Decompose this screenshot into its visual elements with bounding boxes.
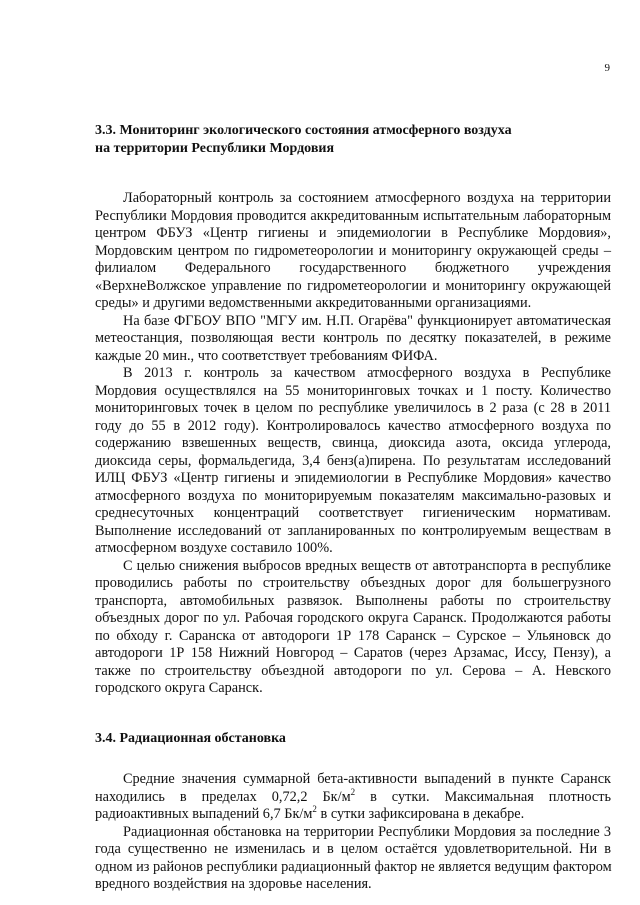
text-line: году до 55 в 2012 году). Контролировалось качество атмосферного воздуха по [95, 417, 611, 434]
text-line: Средние значения суммарной бета-активности выпадений в пункте Саранск [123, 771, 611, 787]
section-3-4-paragraph-1 [95, 771, 611, 824]
text-line: автодороги 1Р 158 Нижний Новгород – Саратов (через Арзамас, Иссу, Пензу), а [95, 645, 611, 661]
section-3-3-paragraph-4 [95, 558, 611, 698]
text-line: «ВерхнеВолжское управление по гидрометеорологии и мониторингу окружающей [95, 277, 611, 294]
text-line: каждые 20 мин., что соответствует требованиям ФИФА. [95, 347, 438, 364]
page-number: 9 [604, 62, 610, 74]
section-3-4-heading: 3.4. Радиационная обстановка [95, 730, 286, 746]
text-line: среднесуточных концентраций соответствует гигиеническим нормативам. [95, 505, 611, 521]
text-line: объездных дорог по ул. Рабочая городского округа Саранск. Продолжаются работы [95, 610, 611, 626]
text-line: Радиационная обстановка на территории Республики Мордовия за последние 3 [123, 823, 611, 840]
text-line: содержанию взвешенных веществ, свинца, диоксида азота, оксида углерода, [95, 435, 611, 451]
text-line: проводились работы по строительству объездных дорог для большегрузного [95, 575, 611, 591]
section-3-4-paragraph-2 [95, 824, 611, 894]
text-line: также по строительству объездной автодороги по ул. Серова – А. Невского [95, 662, 611, 679]
text-line: среды» и другими ведомственными аккредитованными организациями. [95, 295, 532, 311]
section-3-3-paragraph-1 [95, 190, 611, 313]
section-3-3-heading-line-2: на территории Республики Мордовия [95, 140, 335, 156]
text-line: С целью снижения выбросов вредных веществ от автотранспорта в республике [123, 557, 611, 574]
text-line: радиоактивных выпадений 6,7 $Бк/м^2$ в сутки зафиксирована в декабре. [95, 804, 525, 822]
text-line: атмосферном воздухе составило 100%. [95, 540, 333, 556]
section-3-3 [95, 122, 611, 698]
text-line: диоксида серы, формальдегида, 3,4 бенз(а)пирена. По результатам исследований [95, 452, 611, 469]
text-line: атмосферного воздуха по мониторируемым показателям максимально-разовых и [95, 487, 611, 504]
section-3-3-paragraph-3 [95, 365, 611, 558]
text-line: На базе ФГБОУ ВПО "МГУ им. Н.П. Огарёва" функционирует автоматическая [123, 312, 611, 329]
text-line: центром ФБУЗ «Центр гигиены и эпидемиологии в Республике Мордовия», [95, 225, 611, 241]
text-line: одном из районов республики радиационный фактор не является ведущим фактором [95, 858, 612, 875]
section-3-4 [95, 730, 611, 894]
text-line: года существенно не изменилась и в целом остаётся удовлетворительной. Ни в [95, 841, 611, 857]
section-3-3-heading-line-1: 3.3. Мониторинг экологического состояния атмосферного воздуха [95, 123, 512, 138]
text-line: Лабораторный контроль за состоянием атмосферного воздуха на территории [123, 190, 611, 206]
section-3-3-paragraph-2 [95, 313, 611, 366]
text-line: Мордовским центром по гидрометеорологии и мониторингу окружающей среды – [95, 242, 611, 259]
text-line: транспорта, автомобильных развязок. Выполнены работы по строительству [95, 592, 611, 609]
text-line: вредного воздействия на здоровье населения. [95, 876, 372, 892]
text-line: ИЛЦ ФБУЗ «Центр гигиены и эпидемиологии в Республике Мордовия» качество [95, 470, 611, 486]
text-line: В 2013 г. контроль за качеством атмосферного воздуха в Республике [123, 365, 611, 381]
text-line: городского округа Саранск. [95, 680, 263, 696]
text-line: метеостанция, позволяющая вести контроль по десятку показателей, в режиме [95, 330, 611, 346]
text-line: Республики Мордовия проводится аккредитованным испытательным лабораторным [95, 207, 611, 224]
text-line: находились в пределах 0,72,2 $Бк/м^2$ в сутки. Максимальная плотность [95, 786, 611, 805]
section-3-3-heading [95, 122, 611, 157]
text-line: по обходу г. Саранска от автодороги 1Р 178 Саранск – Сурское – Ульяновск до [95, 627, 611, 644]
text-line: Мордовия осуществлялся на 55 мониторинговых точках и 1 посту. Количество [95, 382, 611, 399]
text-line: филиалом Федерального государственного бюджетного учреждения [95, 260, 611, 276]
text-line: Выполнение исследований от запланированных по контролируемым веществам в [95, 522, 611, 539]
document-body [95, 122, 611, 894]
text-line: мониторинговых точек в целом по республике увеличилось в 2 раза (с 28 в 2011 [95, 400, 611, 416]
